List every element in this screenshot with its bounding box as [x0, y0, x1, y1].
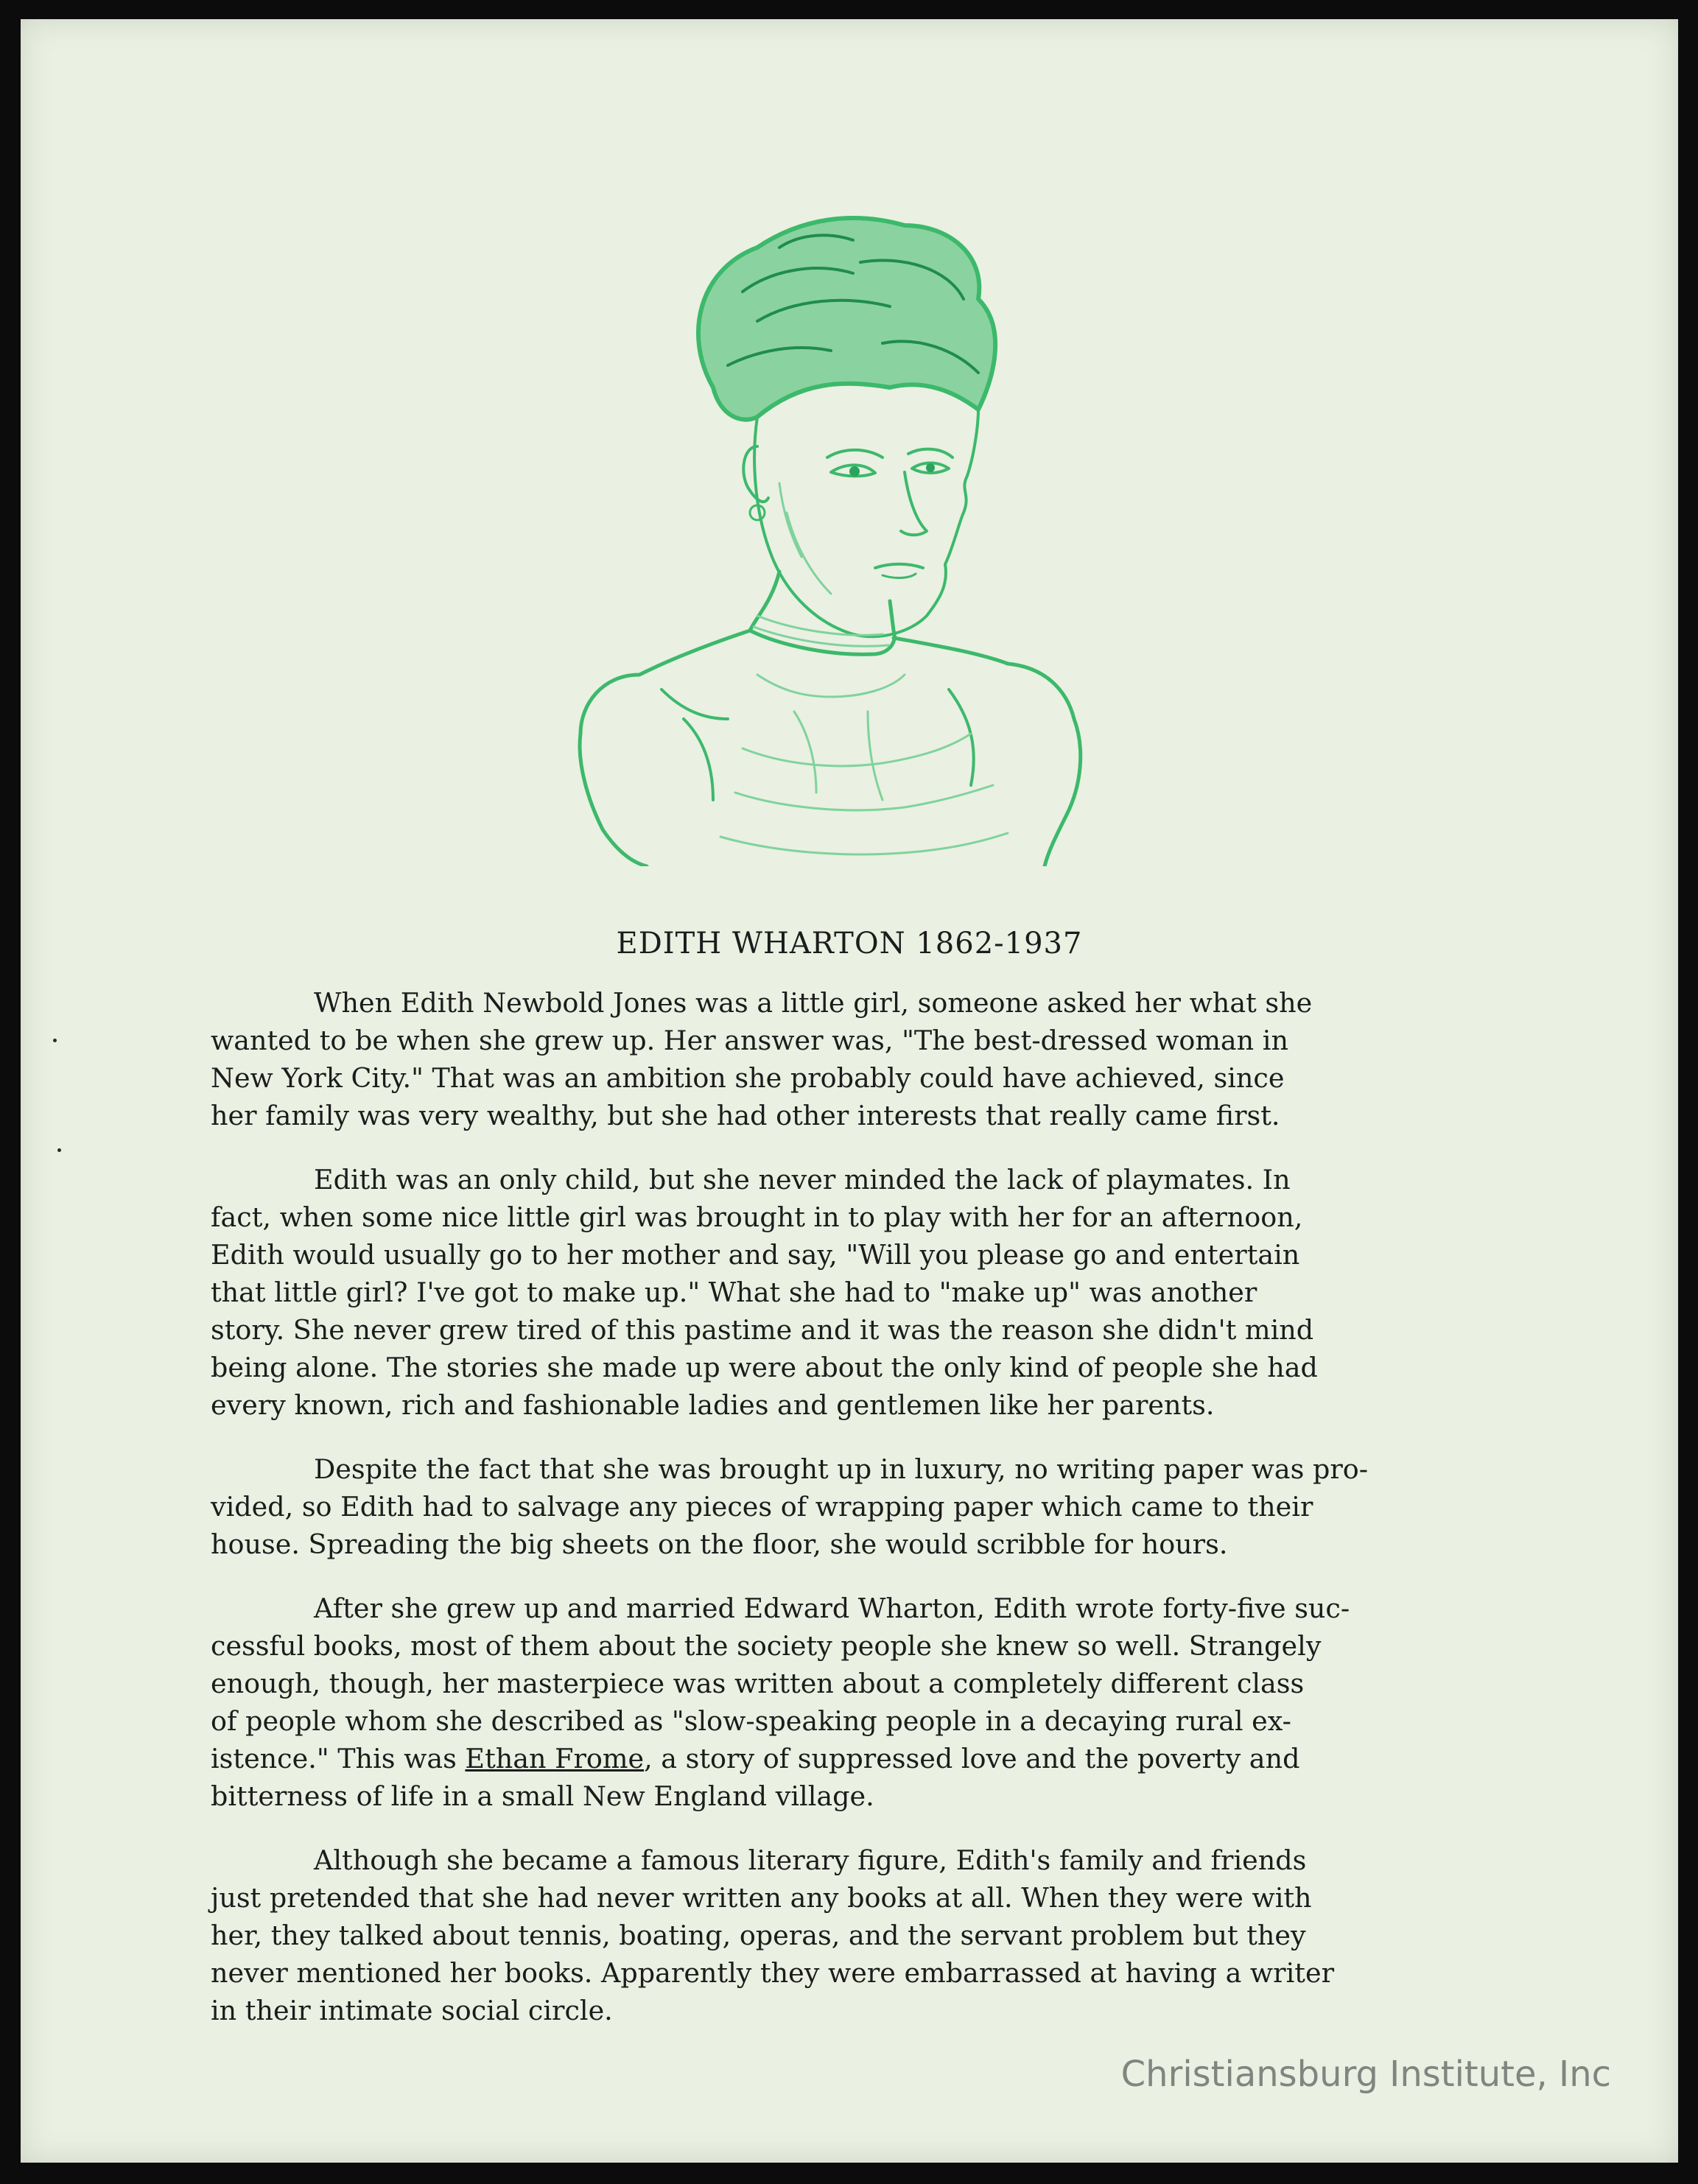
portrait-illustration [536, 203, 1111, 866]
text-line: vided, so Edith had to salvage any pieces of wrapping paper which came to their [211, 1491, 1313, 1523]
mouth [875, 564, 923, 568]
text-line: that little girl? I've got to make up." What she had to "make up" was another [211, 1277, 1257, 1308]
paragraph-5 [211, 1841, 1574, 2029]
paragraph-3 [211, 1450, 1574, 1563]
text-line: being alone. The stories she made up were about the only kind of people she had [211, 1352, 1318, 1383]
text-line: When Edith Newbold Jones was a little girl, someone asked her what she [314, 987, 1313, 1019]
blouse-outline [580, 631, 750, 866]
text-line: New York City." That was an ambition she probably could have achieved, since [211, 1062, 1285, 1094]
document-page [21, 19, 1678, 2163]
text-line: cessful books, most of them about the society people she knew so well. Strangely [211, 1630, 1322, 1662]
book-title-ethan-frome: Ethan Frome [465, 1743, 645, 1774]
text-line: Although she became a famous literary figure, Edith's family and friends [314, 1844, 1307, 1876]
text-line: her family was very wealthy, but she had other interests that really came first. [211, 1100, 1280, 1131]
text-line [211, 1740, 1574, 1777]
text-line: every known, rich and fashionable ladies and gentlemen like her parents. [211, 1389, 1215, 1421]
text-line: Edith was an only child, but she never minded the lack of playmates. In [314, 1164, 1291, 1195]
text-line: bitterness of life in a small New England village. [211, 1780, 874, 1812]
text-line: wanted to be when she grew up. Her answer was, "The best-dressed woman in [211, 1025, 1288, 1056]
text-line: house. Spreading the big sheets on the floor, she would scribble for hours. [211, 1528, 1228, 1560]
text-line: in their intimate social circle. [211, 1995, 613, 2026]
paragraph-4 [211, 1590, 1574, 1815]
text-line: just pretended that she had never written any books at all. When they were with [211, 1882, 1312, 1914]
text-line: fact, when some nice little girl was brought in to play with her for an afternoon, [211, 1201, 1303, 1233]
text-line: After she grew up and married Edward Wharton, Edith wrote forty-five suc- [314, 1593, 1350, 1624]
hair-shape [698, 218, 995, 420]
paper-speck [57, 1148, 61, 1152]
text-segment: , a story of suppressed love and the poverty and [644, 1743, 1300, 1774]
watermark: Christiansburg Institute, Inc [1120, 2054, 1611, 2095]
nose [901, 472, 927, 535]
document-body [211, 984, 1574, 2056]
text-segment: istence." This was [211, 1743, 466, 1774]
text-line: enough, though, her masterpiece was written about a completely different class [211, 1668, 1305, 1699]
paper-speck [53, 1039, 57, 1042]
text-line: never mentioned her books. Apparently they were embarrassed at having a writer [211, 1957, 1335, 1989]
text-line: Edith would usually go to her mother and say, "Will you please go and entertain [211, 1239, 1300, 1271]
text-line: Despite the fact that she was brought up in luxury, no writing paper was pro- [314, 1453, 1369, 1485]
document-title: EDITH WHARTON 1862-1937 [616, 927, 1083, 961]
paragraph-1 [211, 984, 1574, 1134]
paragraph-2 [211, 1161, 1574, 1424]
text-line: of people whom she described as "slow-speaking people in a decaying rural ex- [211, 1705, 1291, 1737]
text-line: story. She never grew tired of this pastime and it was the reason she didn't mind [211, 1314, 1314, 1346]
text-line: her, they talked about tennis, boating, operas, and the servant problem but they [211, 1920, 1306, 1951]
